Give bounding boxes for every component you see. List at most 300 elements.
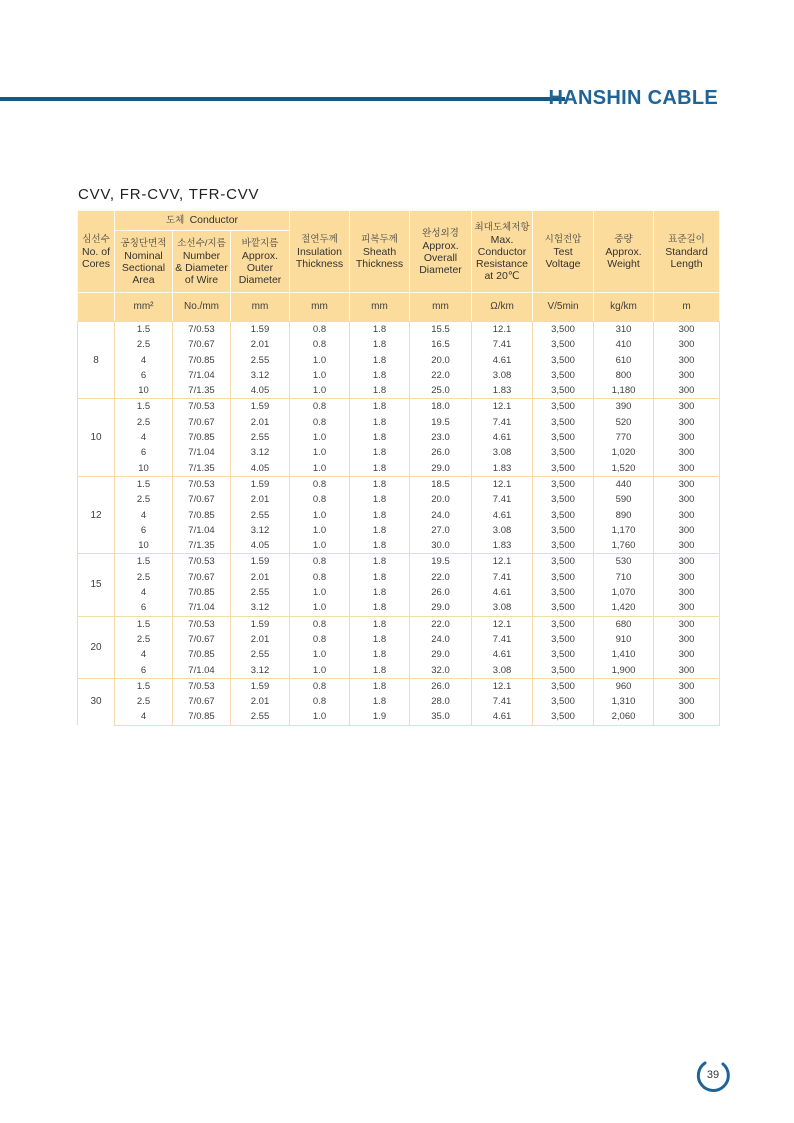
table-cell: 1.59 — [231, 678, 290, 694]
table-cell: 3.12 — [231, 663, 290, 679]
table-cell: 300 — [654, 600, 720, 616]
unit-cell: mm — [231, 293, 290, 322]
table-cell: 27.0 — [410, 523, 472, 538]
table-row — [78, 461, 720, 477]
table-cell: 300 — [654, 694, 720, 709]
table-cell: 1.8 — [350, 492, 410, 507]
table-cell: 10 — [115, 461, 173, 477]
table-cell: 1,070 — [594, 585, 654, 600]
table-cell: 1.0 — [290, 461, 350, 477]
table-row — [78, 430, 720, 445]
unit-cell — [78, 293, 115, 322]
table-cell: 12.1 — [472, 399, 533, 415]
table-cell: 23.0 — [410, 430, 472, 445]
table-row — [78, 709, 720, 725]
unit-cell: mm — [410, 293, 472, 322]
table-cell: 1,900 — [594, 663, 654, 679]
table-cell: 32.0 — [410, 663, 472, 679]
table-cell: 1.59 — [231, 554, 290, 570]
unit-cell: No./mm — [173, 293, 231, 322]
table-row — [78, 445, 720, 460]
table-cell: 610 — [594, 353, 654, 368]
table-row — [78, 476, 720, 492]
table-cell: 0.8 — [290, 678, 350, 694]
cores-cell: 10 — [78, 399, 115, 476]
brand-title: HANSHIN CABLE — [548, 87, 718, 109]
table-cell: 1.83 — [472, 461, 533, 477]
table-cell: 3,500 — [533, 678, 594, 694]
table-cell: 1.59 — [231, 399, 290, 415]
table-cell: 1,520 — [594, 461, 654, 477]
table-cell: 2.01 — [231, 694, 290, 709]
table-cell: 7/0.67 — [173, 570, 231, 585]
table-cell: 3.12 — [231, 445, 290, 460]
table-cell: 1,020 — [594, 445, 654, 460]
unit-cell: mm² — [115, 293, 173, 322]
table-cell: 0.8 — [290, 399, 350, 415]
unit-cell: Ω/km — [472, 293, 533, 322]
table-cell: 4.61 — [472, 647, 533, 662]
table-cell: 4.61 — [472, 353, 533, 368]
table-cell: 1.5 — [115, 678, 173, 694]
table-cell: 1.0 — [290, 383, 350, 399]
table-cell: 960 — [594, 678, 654, 694]
table-cell: 300 — [654, 383, 720, 399]
table-cell: 1.0 — [290, 585, 350, 600]
table-cell: 300 — [654, 445, 720, 460]
conductor-group-header: 도체 Conductor — [115, 211, 290, 231]
table-cell: 4.61 — [472, 709, 533, 725]
table-cell: 410 — [594, 337, 654, 352]
table-cell: 3,500 — [533, 492, 594, 507]
table-cell: 7.41 — [472, 492, 533, 507]
table-cell: 22.0 — [410, 570, 472, 585]
table-cell: 1.8 — [350, 694, 410, 709]
table-cell: 300 — [654, 492, 720, 507]
table-cell: 3.08 — [472, 523, 533, 538]
table-cell: 3.12 — [231, 523, 290, 538]
table-row — [78, 523, 720, 538]
table-cell: 3,500 — [533, 538, 594, 554]
table-cell: 1.8 — [350, 476, 410, 492]
table-cell: 1.8 — [350, 322, 410, 338]
table-cell: 1.83 — [472, 383, 533, 399]
table-cell: 4.61 — [472, 430, 533, 445]
table-cell: 7/0.67 — [173, 337, 231, 352]
table-cell: 1,760 — [594, 538, 654, 554]
table-cell: 7/0.53 — [173, 616, 231, 632]
table-cell: 18.0 — [410, 399, 472, 415]
table-cell: 1.0 — [290, 709, 350, 725]
table-cell: 300 — [654, 632, 720, 647]
table-cell: 1.8 — [350, 600, 410, 616]
table-cell: 2.55 — [231, 353, 290, 368]
table-cell: 3,500 — [533, 554, 594, 570]
table-cell: 3,500 — [533, 647, 594, 662]
table-row — [78, 399, 720, 415]
table-cell: 7/0.67 — [173, 632, 231, 647]
table-cell: 1.8 — [350, 616, 410, 632]
table-cell: 1,420 — [594, 600, 654, 616]
cores-cell: 8 — [78, 322, 115, 399]
table-row — [78, 616, 720, 632]
spec-table-body — [78, 322, 720, 726]
table-cell: 19.5 — [410, 415, 472, 430]
table-cell: 25.0 — [410, 383, 472, 399]
col-header-overall-diameter: 완성외경 Approx. Overall Diameter — [410, 211, 472, 293]
table-cell: 2.55 — [231, 647, 290, 662]
table-cell: 1.59 — [231, 476, 290, 492]
table-cell: 24.0 — [410, 508, 472, 523]
table-cell: 4.05 — [231, 461, 290, 477]
col-header-insulation: 절연두께 Insulation Thickness — [290, 211, 350, 293]
table-cell: 1.8 — [350, 337, 410, 352]
table-cell: 7/1.35 — [173, 383, 231, 399]
cores-cell: 30 — [78, 678, 115, 725]
table-cell: 1.59 — [231, 322, 290, 338]
spec-table — [77, 210, 720, 726]
col-header-test-voltage: 시험전압 Test Voltage — [533, 211, 594, 293]
col-header-resistance: 최대도체저항 Max. Conductor Resistance at 20℃ — [472, 211, 533, 293]
col-header-sheath: 피복두께 Sheath Thickness — [350, 211, 410, 293]
table-cell: 1.8 — [350, 663, 410, 679]
table-row — [78, 492, 720, 507]
cores-cell: 20 — [78, 616, 115, 678]
table-cell: 1.0 — [290, 663, 350, 679]
table-cell: 300 — [654, 353, 720, 368]
table-cell: 12.1 — [472, 678, 533, 694]
table-cell: 300 — [654, 523, 720, 538]
page-number-badge — [695, 1058, 731, 1094]
table-cell: 2.55 — [231, 585, 290, 600]
table-cell: 26.0 — [410, 678, 472, 694]
table-cell: 4 — [115, 647, 173, 662]
table-cell: 2.5 — [115, 415, 173, 430]
table-cell: 3,500 — [533, 461, 594, 477]
table-cell: 1.8 — [350, 383, 410, 399]
table-cell: 300 — [654, 663, 720, 679]
col-header-weight: 중량 Approx. Weight — [594, 211, 654, 293]
table-row — [78, 554, 720, 570]
table-cell: 7/1.04 — [173, 600, 231, 616]
table-cell: 3,500 — [533, 600, 594, 616]
table-cell: 300 — [654, 554, 720, 570]
table-cell: 1.8 — [350, 538, 410, 554]
header-rule — [0, 97, 565, 101]
table-cell: 7/0.85 — [173, 585, 231, 600]
table-cell: 1.9 — [350, 709, 410, 725]
table-cell: 1.5 — [115, 322, 173, 338]
table-cell: 1.8 — [350, 399, 410, 415]
table-cell: 7/0.85 — [173, 430, 231, 445]
table-cell: 3.08 — [472, 368, 533, 383]
table-cell: 300 — [654, 430, 720, 445]
unit-cell: mm — [350, 293, 410, 322]
unit-cell: mm — [290, 293, 350, 322]
table-cell: 3,500 — [533, 663, 594, 679]
table-cell: 710 — [594, 570, 654, 585]
table-cell: 590 — [594, 492, 654, 507]
table-cell: 2.5 — [115, 694, 173, 709]
table-cell: 300 — [654, 368, 720, 383]
col-header-outer-diameter: 바깥지름 Approx. Outer Diameter — [231, 231, 290, 293]
table-cell: 7.41 — [472, 337, 533, 352]
page-number: 39 — [706, 1069, 720, 1081]
table-cell: 7/1.35 — [173, 461, 231, 477]
table-cell: 1.8 — [350, 461, 410, 477]
table-cell: 1.83 — [472, 538, 533, 554]
table-cell: 300 — [654, 678, 720, 694]
table-cell: 300 — [654, 647, 720, 662]
table-cell: 29.0 — [410, 600, 472, 616]
table-cell: 300 — [654, 337, 720, 352]
table-cell: 440 — [594, 476, 654, 492]
table-cell: 0.8 — [290, 415, 350, 430]
table-cell: 10 — [115, 538, 173, 554]
table-cell: 29.0 — [410, 647, 472, 662]
table-cell: 1.0 — [290, 600, 350, 616]
table-row — [78, 508, 720, 523]
table-cell: 30.0 — [410, 538, 472, 554]
table-cell: 3,500 — [533, 570, 594, 585]
table-cell: 1.0 — [290, 508, 350, 523]
table-cell: 0.8 — [290, 694, 350, 709]
unit-cell: kg/km — [594, 293, 654, 322]
table-cell: 3,500 — [533, 322, 594, 338]
table-cell: 3,500 — [533, 445, 594, 460]
table-cell: 1.5 — [115, 476, 173, 492]
table-cell: 2.55 — [231, 508, 290, 523]
table-cell: 3,500 — [533, 694, 594, 709]
table-cell: 26.0 — [410, 445, 472, 460]
table-cell: 7/1.04 — [173, 523, 231, 538]
table-cell: 6 — [115, 523, 173, 538]
table-row — [78, 632, 720, 647]
table-cell: 22.0 — [410, 616, 472, 632]
table-cell: 7/0.85 — [173, 508, 231, 523]
table-cell: 2.5 — [115, 337, 173, 352]
table-cell: 3.12 — [231, 368, 290, 383]
table-cell: 7/0.53 — [173, 476, 231, 492]
table-cell: 390 — [594, 399, 654, 415]
table-cell: 2.55 — [231, 709, 290, 725]
table-cell: 3,500 — [533, 585, 594, 600]
table-cell: 4 — [115, 353, 173, 368]
table-cell: 6 — [115, 663, 173, 679]
table-cell: 1.5 — [115, 616, 173, 632]
table-cell: 1.8 — [350, 554, 410, 570]
table-cell: 1.8 — [350, 647, 410, 662]
table-cell: 10 — [115, 383, 173, 399]
table-cell: 28.0 — [410, 694, 472, 709]
table-cell: 4 — [115, 508, 173, 523]
table-cell: 1.5 — [115, 399, 173, 415]
table-cell: 1.0 — [290, 353, 350, 368]
table-cell: 1.8 — [350, 585, 410, 600]
table-cell: 4 — [115, 430, 173, 445]
table-cell: 530 — [594, 554, 654, 570]
unit-cell: m — [654, 293, 720, 322]
table-cell: 3,500 — [533, 337, 594, 352]
table-cell: 1.5 — [115, 554, 173, 570]
table-cell: 1.8 — [350, 523, 410, 538]
table-cell: 12.1 — [472, 322, 533, 338]
table-cell: 3,500 — [533, 523, 594, 538]
table-cell: 3.08 — [472, 600, 533, 616]
units-row — [78, 293, 720, 322]
table-cell: 1.0 — [290, 368, 350, 383]
table-cell: 4 — [115, 709, 173, 725]
table-cell: 300 — [654, 570, 720, 585]
table-cell: 20.0 — [410, 353, 472, 368]
table-cell: 1.8 — [350, 632, 410, 647]
table-cell: 3,500 — [533, 383, 594, 399]
table-cell: 300 — [654, 585, 720, 600]
table-cell: 300 — [654, 508, 720, 523]
table-cell: 300 — [654, 399, 720, 415]
table-cell: 2,060 — [594, 709, 654, 725]
table-cell: 300 — [654, 461, 720, 477]
table-cell: 300 — [654, 538, 720, 554]
table-row — [78, 663, 720, 679]
table-cell: 3,500 — [533, 476, 594, 492]
table-cell: 1.8 — [350, 445, 410, 460]
col-header-area: 공칭단면적 Nominal Sectional Area — [115, 231, 173, 293]
table-cell: 7/0.67 — [173, 415, 231, 430]
table-cell: 0.8 — [290, 616, 350, 632]
unit-cell: V/5min — [533, 293, 594, 322]
table-cell: 0.8 — [290, 322, 350, 338]
table-cell: 19.5 — [410, 554, 472, 570]
table-cell: 770 — [594, 430, 654, 445]
table-cell: 0.8 — [290, 570, 350, 585]
table-cell: 1.8 — [350, 353, 410, 368]
table-cell: 7.41 — [472, 694, 533, 709]
table-row — [78, 415, 720, 430]
table-cell: 520 — [594, 415, 654, 430]
table-cell: 7/0.53 — [173, 399, 231, 415]
table-cell: 300 — [654, 322, 720, 338]
table-cell: 0.8 — [290, 632, 350, 647]
table-cell: 35.0 — [410, 709, 472, 725]
table-cell: 300 — [654, 616, 720, 632]
table-cell: 3.12 — [231, 600, 290, 616]
table-cell: 3,500 — [533, 632, 594, 647]
table-cell: 24.0 — [410, 632, 472, 647]
table-cell: 6 — [115, 600, 173, 616]
table-row — [78, 600, 720, 616]
table-cell: 1,410 — [594, 647, 654, 662]
table-row — [78, 337, 720, 352]
table-cell: 1.8 — [350, 415, 410, 430]
table-row — [78, 383, 720, 399]
table-cell: 18.5 — [410, 476, 472, 492]
table-cell: 1,180 — [594, 383, 654, 399]
table-cell: 1.0 — [290, 523, 350, 538]
table-cell: 12.1 — [472, 554, 533, 570]
table-cell: 0.8 — [290, 554, 350, 570]
table-cell: 7.41 — [472, 415, 533, 430]
table-cell: 15.5 — [410, 322, 472, 338]
table-cell: 20.0 — [410, 492, 472, 507]
table-cell: 12.1 — [472, 476, 533, 492]
table-cell: 1.0 — [290, 445, 350, 460]
cores-cell: 12 — [78, 476, 115, 553]
table-cell: 7/1.04 — [173, 445, 231, 460]
table-cell: 3,500 — [533, 430, 594, 445]
table-cell: 2.01 — [231, 492, 290, 507]
table-cell: 2.5 — [115, 492, 173, 507]
table-cell: 4.61 — [472, 585, 533, 600]
table-cell: 1.8 — [350, 508, 410, 523]
table-cell: 7/0.53 — [173, 554, 231, 570]
table-cell: 2.01 — [231, 337, 290, 352]
table-cell: 1.8 — [350, 368, 410, 383]
table-cell: 2.01 — [231, 632, 290, 647]
table-cell: 7/0.85 — [173, 647, 231, 662]
table-cell: 7/1.04 — [173, 663, 231, 679]
table-cell: 7/0.85 — [173, 353, 231, 368]
table-cell: 7/0.53 — [173, 322, 231, 338]
table-cell: 12.1 — [472, 616, 533, 632]
table-cell: 680 — [594, 616, 654, 632]
table-cell: 910 — [594, 632, 654, 647]
table-row — [78, 694, 720, 709]
table-cell: 0.8 — [290, 492, 350, 507]
table-row — [78, 353, 720, 368]
table-cell: 0.8 — [290, 337, 350, 352]
table-cell: 26.0 — [410, 585, 472, 600]
table-row — [78, 322, 720, 338]
table-cell: 6 — [115, 445, 173, 460]
table-cell: 1.8 — [350, 430, 410, 445]
table-cell: 7/0.53 — [173, 678, 231, 694]
table-cell: 2.5 — [115, 570, 173, 585]
table-cell: 1.59 — [231, 616, 290, 632]
table-cell: 2.5 — [115, 632, 173, 647]
table-cell: 7/1.04 — [173, 368, 231, 383]
table-cell: 3.08 — [472, 663, 533, 679]
table-cell: 29.0 — [410, 461, 472, 477]
table-cell: 800 — [594, 368, 654, 383]
table-cell: 3,500 — [533, 368, 594, 383]
table-cell: 3,500 — [533, 399, 594, 415]
table-cell: 1.8 — [350, 570, 410, 585]
table-cell: 3,500 — [533, 415, 594, 430]
col-header-length: 표준길이 Standard Length — [654, 211, 720, 293]
table-cell: 1.0 — [290, 647, 350, 662]
table-cell: 1,310 — [594, 694, 654, 709]
table-cell: 4.05 — [231, 538, 290, 554]
table-cell: 310 — [594, 322, 654, 338]
table-cell: 2.01 — [231, 570, 290, 585]
table-cell: 2.01 — [231, 415, 290, 430]
table-cell: 0.8 — [290, 476, 350, 492]
table-cell: 22.0 — [410, 368, 472, 383]
table-cell: 1.0 — [290, 430, 350, 445]
section-title: CVV, FR-CVV, TFR-CVV — [78, 186, 260, 203]
table-cell: 2.55 — [231, 430, 290, 445]
table-cell: 3,500 — [533, 508, 594, 523]
table-cell: 4.61 — [472, 508, 533, 523]
table-cell: 3,500 — [533, 616, 594, 632]
table-row — [78, 678, 720, 694]
table-cell: 7.41 — [472, 632, 533, 647]
table-cell: 16.5 — [410, 337, 472, 352]
col-header-cores: 심선수 No. of Cores — [78, 211, 115, 293]
table-row — [78, 538, 720, 554]
table-cell: 7/0.67 — [173, 492, 231, 507]
